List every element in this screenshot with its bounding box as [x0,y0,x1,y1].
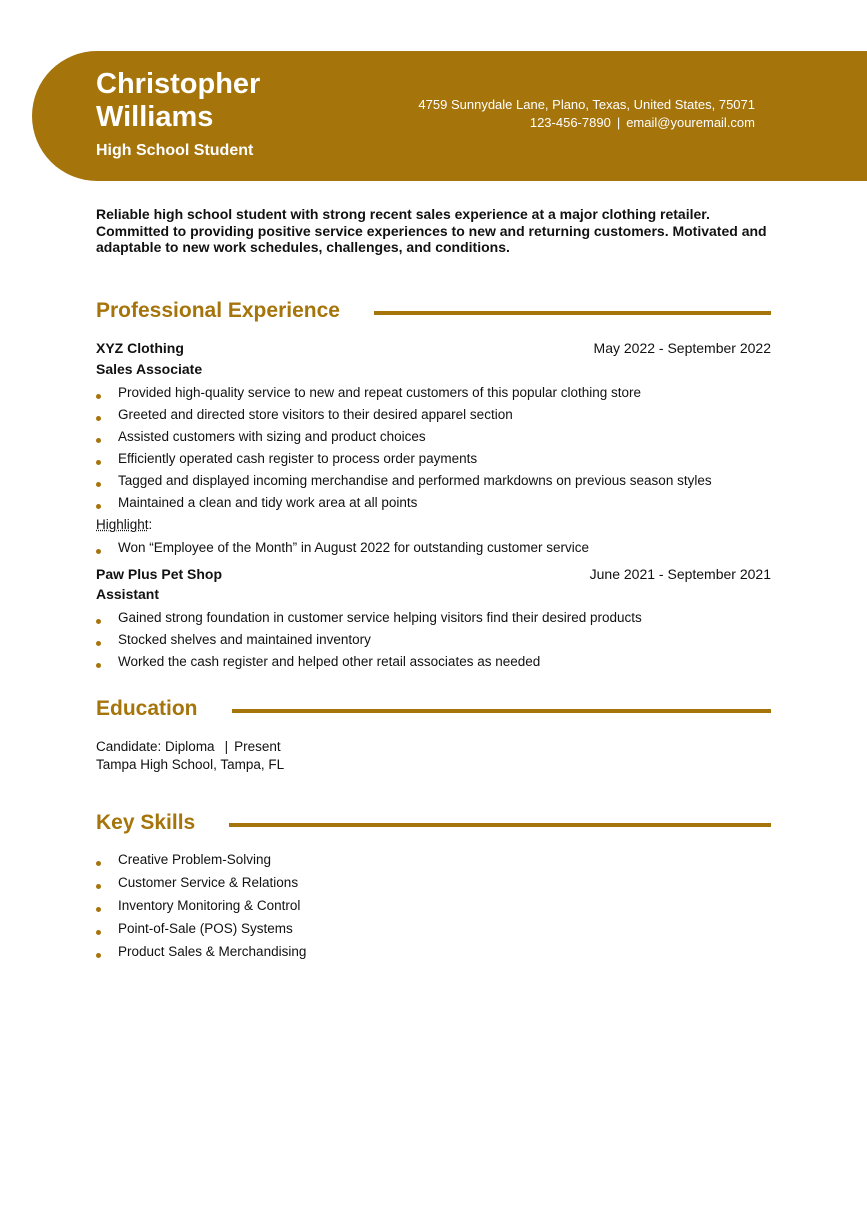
section-divider [229,823,771,827]
job-duties-list [96,384,712,516]
list-item: Stocked shelves and maintained inventory [96,631,642,653]
list-item: Efficiently operated cash register to process order payments [96,450,712,472]
list-item: Inventory Monitoring & Control [96,897,306,920]
education-details [96,738,284,774]
list-item: Gained strong foundation in customer service helping visitors find their desired products [96,609,642,631]
list-item: Point-of-Sale (POS) Systems [96,920,306,943]
list-item: Maintained a clean and tidy work area at all points [96,494,712,516]
candidate-title: High School Student [96,142,254,159]
email: email@youremail.com [626,115,755,130]
list-item: Product Sales & Merchandising [96,943,306,966]
experience-heading: Professional Experience [96,299,340,322]
job-header [96,340,771,356]
education-separator: | [224,739,229,754]
list-item: Worked the cash register and helped other retail associates as needed [96,653,642,675]
list-item: Customer Service & Relations [96,874,306,897]
education-section-header [96,694,771,724]
candidate-name [96,68,260,134]
job-role: Sales Associate [96,361,203,377]
skills-section-header [96,808,771,838]
contact-separator: | [616,115,621,130]
highlight-list [96,539,589,561]
highlight-label [96,517,152,532]
list-item: Greeted and directed store visitors to their desired apparel section [96,406,712,428]
first-name: Christopher [96,68,261,100]
education-status: Present [234,739,281,754]
job-duties-list [96,609,642,675]
section-divider [374,311,771,315]
highlight-label-text: Highlight [96,517,149,532]
list-item: Tagged and displayed incoming merchandise and performed markdowns on previous season styles [96,472,712,494]
skills-list [96,851,306,966]
job-dates: May 2022 - September 2022 [593,340,771,356]
company-name: Paw Plus Pet Shop [96,566,223,582]
company-name: XYZ Clothing [96,340,184,356]
list-item: Won “Employee of the Month” in August 2022 for outstanding customer service [96,539,589,561]
degree: Candidate: Diploma [96,739,215,754]
last-name: Williams [96,101,214,133]
job-dates: June 2021 - September 2021 [589,566,771,582]
job-role: Assistant [96,586,160,602]
highlight-colon: : [148,517,153,532]
education-heading: Education [96,697,198,720]
section-divider [232,709,771,713]
list-item: Provided high-quality service to new and repeat customers of this popular clothing store [96,384,712,406]
summary: Reliable high school student with strong recent sales experience at a major clothing retailer. Committed to providing positive service experiences to new and returning customers. Motivated and adaptable to new work schedules, challenges, and conditions. [96,206,767,255]
list-item: Creative Problem-Solving [96,851,306,874]
skills-heading: Key Skills [96,811,196,834]
phone: 123-456-7890 [529,115,611,130]
list-item: Assisted customers with sizing and product choices [96,428,712,450]
contact-info [418,96,755,132]
school: Tampa High School, Tampa, FL [96,757,285,772]
experience-section-header [96,296,771,326]
address: 4759 Sunnydale Lane, Plano, Texas, United States, 75071 [418,97,755,112]
job-header [96,566,771,582]
